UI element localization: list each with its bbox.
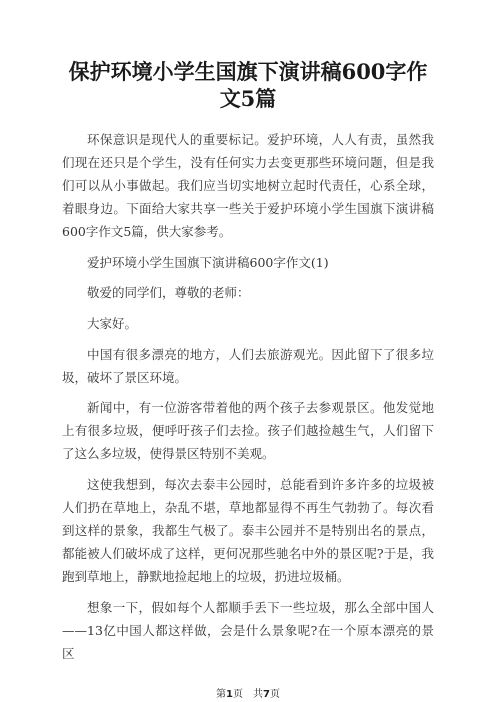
document-body <box>62 128 434 673</box>
paragraph: 环保意识是现代人的重要标记。爱护环境，人人有责，虽然我们现在还只是个学生，没有任何实力去变更那些环境问题，但是我们可以从小事做起。我们应当切实地树立起时代责任，心系全球，着眼身边。下面给大家共享一些关于爱护环境小学生国旗下演讲稿600字作文5篇，供大家参考。 <box>62 132 434 239</box>
current-page-number: 1 <box>226 689 233 700</box>
paragraph: 中国有很多漂亮的地方，人们去旅游观光。因此留下了很多垃圾，破坏了景区环境。 <box>62 346 434 385</box>
total-pages-number: 7 <box>263 689 270 700</box>
page-footer <box>0 685 496 700</box>
paragraph: 敬爱的同学们，尊敬的老师： <box>87 285 250 301</box>
paragraph: 想象一下，假如每个人都顺手丢下一些垃圾，那么全部中国人——13亿中国人都这样做，会是什么景象呢?在一个原本漂亮的景区 <box>62 599 434 661</box>
footer-prefix: 第 <box>216 689 227 700</box>
footer-suffix: 页 <box>269 689 280 700</box>
paragraph: 爱护环境小学生国旗下演讲稿600字作文(1) <box>87 254 329 270</box>
paragraph: 这使我想到，每次去泰丰公园时，总能看到许多许多的垃圾被人们扔在草地上，杂乱不堪，草地都显得不再生气勃勃了。每次看到这样的景象，我都生气极了。泰丰公园并不是特别出名的景点，都能被人们破坏成了这样，更何况那些驰名中外的景区呢?于是，我跑到草地上，静默地捡起地上的垃圾，扔进垃圾桶。 <box>62 477 434 585</box>
footer-middle: 页 共 <box>233 689 263 700</box>
paragraph: 新闻中，有一位游客带着他的两个孩子去参观景区。他发觉地上有很多垃圾，便呼吁孩子们去捡。孩子们越捡越生气，人们留下了这么多垃圾，使得景区特别不美观。 <box>62 400 434 462</box>
document-title: 保护环境小学生国旗下演讲稿600字作文5篇 <box>68 59 428 111</box>
paragraph: 大家好。 <box>87 316 138 332</box>
